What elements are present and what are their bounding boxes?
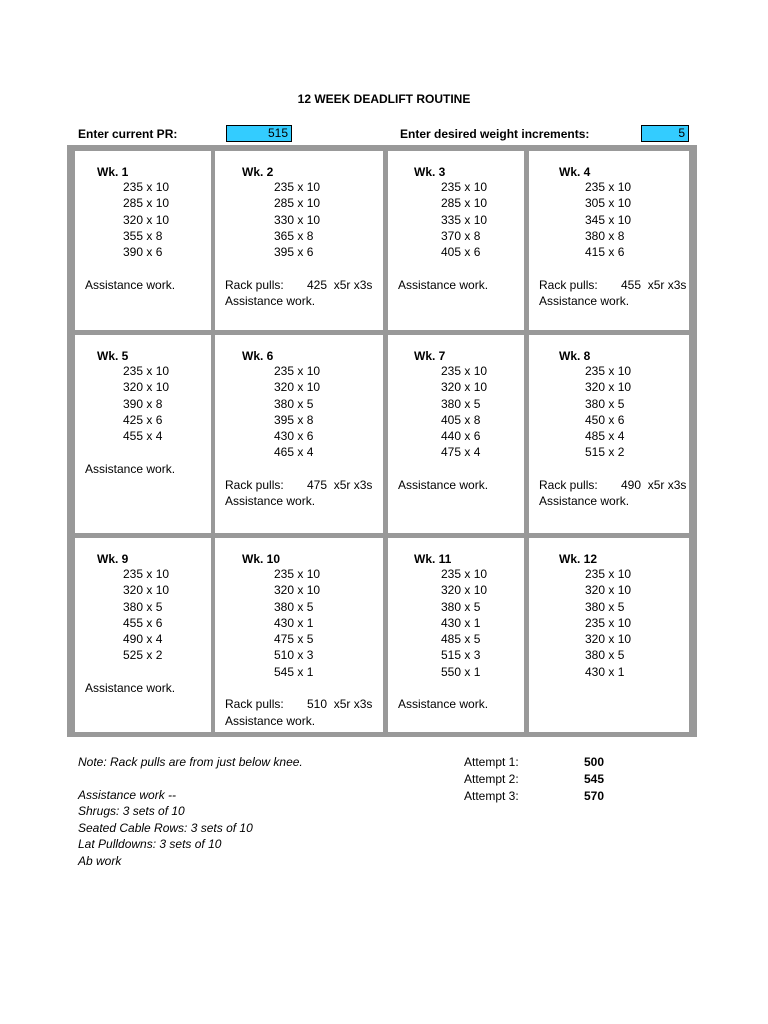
attempt-value: 570: [584, 789, 605, 803]
assistance-work-label: Assistance work.: [85, 461, 176, 476]
assistance-work-label: Assistance work.: [85, 681, 176, 696]
attempt-label: Attempt 3:: [464, 789, 519, 803]
set-entry: 485 x 4: [585, 429, 625, 444]
week-label: Wk. 8: [559, 349, 591, 363]
rack-pulls-label: Rack pulls:: [225, 478, 284, 493]
assistance-item: Shrugs: 3 sets of 10: [78, 804, 185, 818]
week-label: Wk. 7: [414, 349, 446, 363]
week-footer: [398, 277, 524, 293]
set-entry: 320 x 10: [274, 583, 321, 598]
set-list: [123, 179, 169, 260]
attempt-label: Attempt 2:: [464, 772, 519, 786]
week-cell: [75, 151, 211, 330]
set-entry: 235 x 10: [441, 364, 488, 378]
week-label: Wk. 1: [97, 165, 129, 179]
set-list: [441, 566, 487, 680]
rack-pulls-value: 490 x5r x3s: [621, 478, 687, 493]
attempts-block: [464, 754, 604, 805]
week-label: Wk. 6: [242, 349, 274, 363]
set-entry: 330 x 10: [274, 212, 321, 227]
week-label: Wk. 4: [559, 165, 591, 179]
set-list: [441, 179, 487, 260]
set-entry: 355 x 8: [123, 228, 163, 243]
set-entry: 235 x 10: [274, 567, 321, 581]
set-entry: 345 x 10: [585, 212, 632, 227]
set-entry: 305 x 10: [585, 196, 632, 211]
set-entry: 395 x 6: [274, 245, 314, 260]
set-entry: 370 x 8: [441, 228, 481, 243]
rack-pulls-row: [225, 277, 383, 293]
set-entry: 235 x 10: [585, 364, 632, 378]
set-entry: 380 x 5: [585, 396, 625, 411]
set-entry: 285 x 10: [123, 196, 170, 211]
set-entry: 235 x 10: [585, 567, 632, 581]
week-grid: [67, 145, 697, 737]
set-list: [585, 179, 631, 260]
set-entry: 475 x 4: [441, 445, 481, 460]
set-entry: 320 x 10: [585, 632, 632, 647]
attempt-row: [464, 771, 604, 788]
set-entry: 465 x 4: [274, 445, 314, 460]
set-entry: 515 x 3: [441, 648, 481, 663]
page-title: 12 WEEK DEADLIFT ROUTINE: [297, 92, 471, 106]
set-entry: 320 x 10: [441, 380, 488, 395]
week-cell: [75, 538, 211, 732]
rack-pulls-value: 425 x5r x3s: [307, 277, 373, 292]
assistance-item: Seated Cable Rows: 3 sets of 10: [78, 821, 253, 835]
set-entry: 515 x 2: [585, 445, 625, 460]
set-entry: 235 x 10: [441, 180, 488, 194]
week-footer: [539, 477, 689, 510]
set-entry: 390 x 8: [123, 396, 163, 411]
week-cell: [215, 335, 383, 533]
set-entry: 380 x 5: [441, 396, 481, 411]
set-entry: 550 x 1: [441, 664, 481, 679]
attempt-row: [464, 788, 604, 805]
week-footer: [225, 696, 383, 729]
set-entry: 320 x 10: [123, 380, 170, 395]
attempt-row: [464, 754, 604, 771]
set-entry: 365 x 8: [274, 228, 314, 243]
set-entry: 380 x 5: [585, 599, 625, 614]
current-pr-label: Enter current PR:: [78, 127, 178, 141]
assistance-header: Assistance work --: [78, 788, 177, 802]
week-label: Wk. 2: [242, 165, 274, 179]
set-entry: 380 x 8: [585, 228, 625, 243]
week-cell: [75, 335, 211, 533]
set-entry: 285 x 10: [274, 196, 321, 211]
week-label: Wk. 10: [242, 552, 281, 566]
set-list: [585, 566, 631, 680]
assistance-work-label: Assistance work.: [398, 478, 489, 493]
attempt-label: Attempt 1:: [464, 755, 519, 769]
week-cell: [529, 538, 689, 732]
set-entry: 235 x 10: [123, 364, 170, 378]
set-entry: 320 x 10: [585, 380, 632, 395]
rack-pulls-label: Rack pulls:: [539, 277, 598, 292]
assistance-work-label: Assistance work.: [539, 494, 630, 509]
set-entry: 525 x 2: [123, 648, 163, 663]
set-entry: 415 x 6: [585, 245, 625, 260]
set-list: [123, 566, 169, 664]
set-entry: 235 x 10: [585, 180, 632, 194]
set-entry: 545 x 1: [274, 664, 314, 679]
set-entry: 450 x 6: [585, 412, 625, 427]
week-cell: [529, 151, 689, 330]
assistance-work-label: Assistance work.: [398, 277, 489, 292]
week-footer: [225, 477, 383, 510]
week-cell: [529, 335, 689, 533]
week-footer: [85, 680, 211, 696]
set-entry: 485 x 5: [441, 632, 481, 647]
set-entry: 235 x 10: [274, 180, 321, 194]
set-entry: 380 x 5: [585, 648, 625, 663]
set-entry: 455 x 4: [123, 429, 163, 444]
set-list: [123, 363, 169, 444]
set-entry: 335 x 10: [441, 212, 488, 227]
set-entry: 440 x 6: [441, 429, 481, 444]
rack-pull-note: Note: Rack pulls are from just below knee.: [78, 755, 303, 769]
assistance-work-label: Assistance work.: [225, 494, 316, 509]
set-entry: 475 x 5: [274, 632, 314, 647]
week-cell: [388, 335, 524, 533]
set-entry: 380 x 5: [123, 599, 163, 614]
set-entry: 380 x 5: [274, 396, 314, 411]
week-footer: [398, 696, 524, 712]
rack-pulls-value: 510 x5r x3s: [307, 697, 373, 712]
set-entry: 380 x 5: [441, 599, 481, 614]
set-entry: 285 x 10: [441, 196, 488, 211]
set-entry: 425 x 6: [123, 412, 163, 427]
set-entry: 320 x 10: [123, 583, 170, 598]
set-entry: 390 x 6: [123, 245, 163, 260]
set-entry: 380 x 5: [274, 599, 314, 614]
assistance-item: Lat Pulldowns: 3 sets of 10: [78, 837, 222, 851]
week-label: Wk. 3: [414, 165, 446, 179]
week-footer: [85, 277, 211, 293]
rack-pulls-value: 475 x5r x3s: [307, 478, 373, 493]
rack-pulls-row: [539, 477, 689, 493]
set-entry: 235 x 10: [123, 567, 170, 581]
rack-pulls-row: [539, 277, 689, 293]
increments-input[interactable]: 5: [641, 125, 689, 142]
week-cell: [215, 151, 383, 330]
rack-pulls-label: Rack pulls:: [539, 478, 598, 493]
week-cell: [388, 151, 524, 330]
set-entry: 235 x 10: [441, 567, 488, 581]
set-entry: 395 x 8: [274, 412, 314, 427]
set-entry: 430 x 1: [585, 664, 625, 679]
attempt-value: 500: [584, 755, 605, 769]
week-label: Wk. 11: [414, 552, 452, 566]
current-pr-input[interactable]: 515: [226, 125, 292, 142]
set-entry: 430 x 1: [441, 615, 481, 630]
set-entry: 405 x 8: [441, 412, 481, 427]
set-entry: 320 x 10: [274, 380, 321, 395]
week-footer: [85, 461, 211, 477]
assistance-work-label: Assistance work.: [398, 697, 489, 712]
assistance-work-label: Assistance work.: [225, 713, 316, 728]
set-entry: 320 x 10: [441, 583, 488, 598]
set-entry: 455 x 6: [123, 615, 163, 630]
set-entry: 405 x 6: [441, 245, 481, 260]
week-label: Wk. 5: [97, 349, 129, 363]
assistance-work-label: Assistance work.: [539, 294, 630, 309]
set-list: [585, 363, 631, 461]
week-footer: [539, 277, 689, 310]
set-entry: 320 x 10: [585, 583, 632, 598]
week-footer: [225, 277, 383, 310]
assistance-item: Ab work: [78, 854, 122, 868]
week-label: Wk. 9: [97, 552, 129, 566]
week-cell: [215, 538, 383, 732]
week-cell: [388, 538, 524, 732]
assistance-work-label: Assistance work.: [85, 277, 176, 292]
set-entry: 235 x 10: [274, 364, 321, 378]
rack-pulls-value: 455 x5r x3s: [621, 277, 687, 292]
set-entry: 430 x 1: [274, 615, 314, 630]
week-label: Wk. 12: [559, 552, 598, 566]
set-list: [441, 363, 487, 461]
set-entry: 235 x 10: [123, 180, 170, 194]
set-entry: 510 x 3: [274, 648, 314, 663]
set-list: [274, 179, 320, 260]
set-list: [274, 363, 320, 461]
rack-pulls-label: Rack pulls:: [225, 277, 284, 292]
rack-pulls-label: Rack pulls:: [225, 697, 284, 712]
set-entry: 490 x 4: [123, 632, 163, 647]
attempt-value: 545: [584, 772, 605, 786]
rack-pulls-row: [225, 696, 383, 712]
increments-label: Enter desired weight increments:: [400, 127, 590, 141]
set-entry: 430 x 6: [274, 429, 314, 444]
set-entry: 235 x 10: [585, 615, 632, 630]
set-entry: 320 x 10: [123, 212, 170, 227]
assistance-work-label: Assistance work.: [225, 294, 316, 309]
rack-pulls-row: [225, 477, 383, 493]
week-footer: [398, 477, 524, 493]
set-list: [274, 566, 320, 680]
